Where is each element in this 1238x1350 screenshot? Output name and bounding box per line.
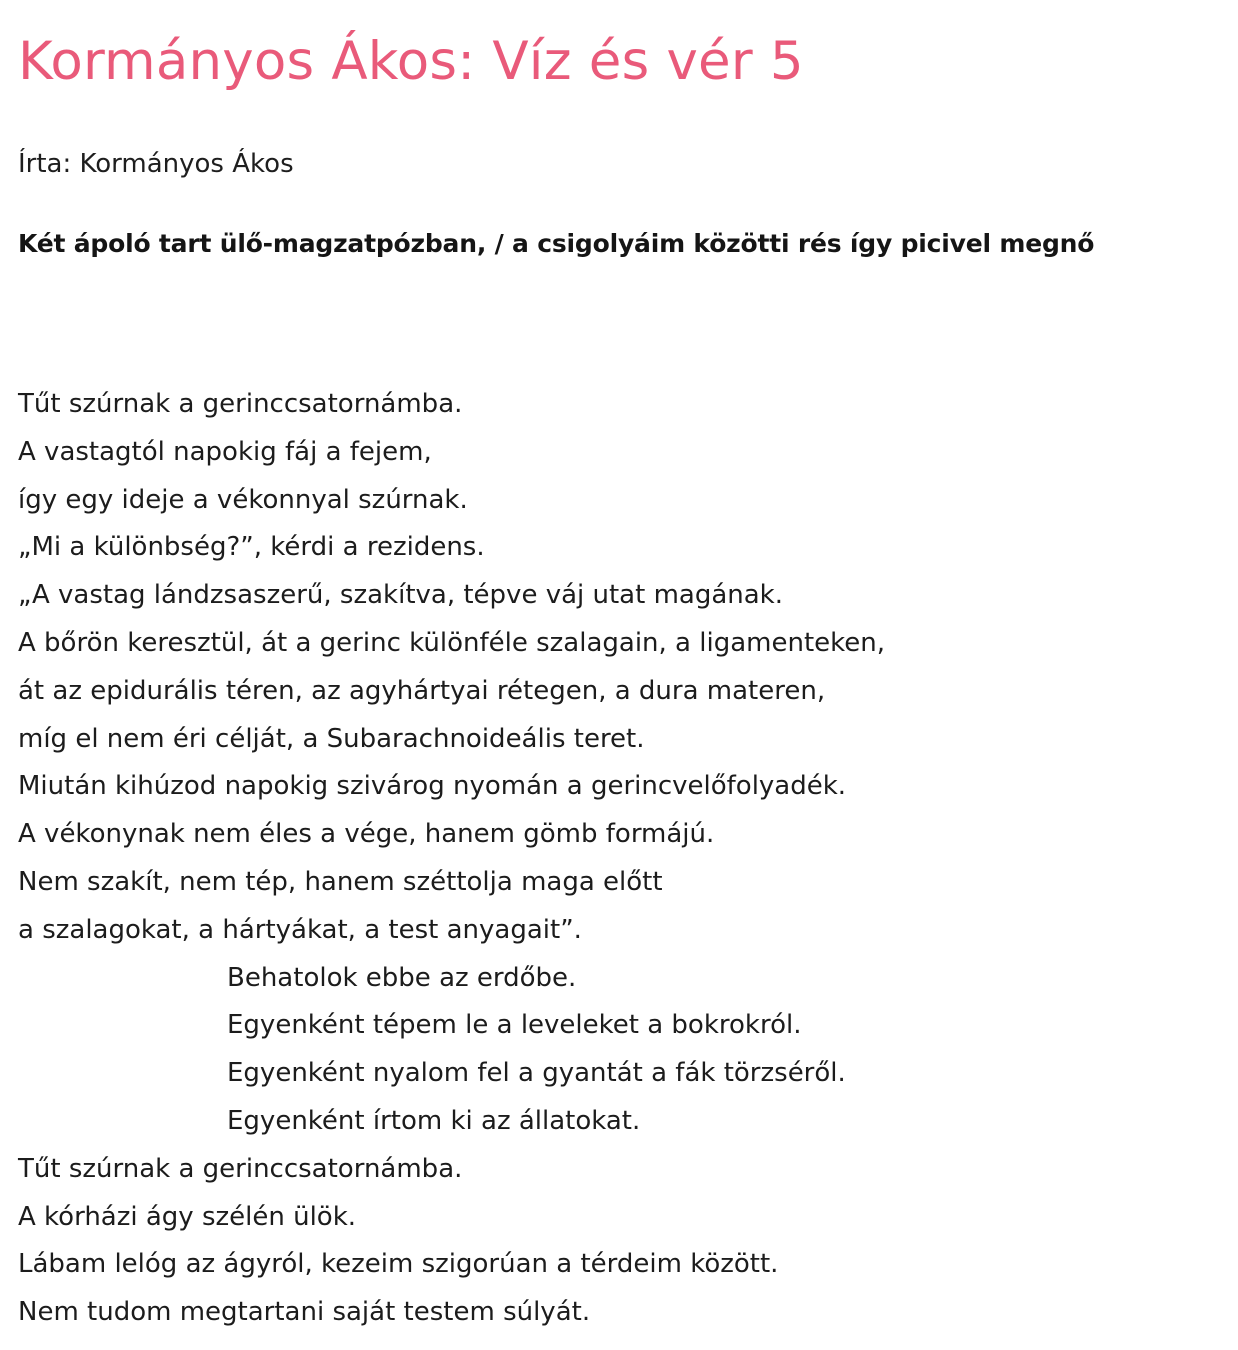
page-title: Kormányos Ákos: Víz és vér 5 <box>18 31 804 92</box>
poem-line-indented: Behatolok ebbe az erdőbe. <box>227 962 577 993</box>
poem-line: „Mi a különbség?”, kérdi a rezidens. <box>18 532 485 563</box>
poem-line: így egy ideje a vékonnyal szúrnak. <box>18 484 468 515</box>
poem-line: Nem szakít, nem tép, hanem széttolja maga előtt <box>18 866 663 897</box>
poem-line: Lábam lelóg az ágyról, kezeim szigorúan a térdeim között. <box>18 1249 779 1280</box>
poem-line-indented: Egyenként nyalom fel a gyantát a fák törzséről. <box>227 1058 846 1089</box>
poem-line: A vastagtól napokig fáj a fejem, <box>18 436 432 467</box>
poem-line-indented: Egyenként írtom ki az állatokat. <box>227 1105 641 1136</box>
poem-body <box>18 381 885 1337</box>
author-line: Írta: Kormányos Ákos <box>18 149 294 179</box>
lead-paragraph: Két ápoló tart ülő-magzatpózban, / a csigolyáim közötti rés így picivel megnő <box>18 229 1095 258</box>
poem-line: Tűt szúrnak a gerinccsatornámba. <box>18 389 463 419</box>
poem-line-indented: Egyenként tépem le a leveleket a bokrokról. <box>227 1010 802 1041</box>
poem-line: Tűt szúrnak a gerinccsatornámba. <box>18 1153 463 1184</box>
poem-line: Miután kihúzod napokig szivárog nyomán a gerincvelőfolyadék. <box>18 771 847 802</box>
poem-line: át az epidurális téren, az agyhártyai rétegen, a dura materen, <box>18 675 826 706</box>
poem-line: Nem tudom megtartani saját testem súlyát. <box>18 1297 591 1328</box>
poem-line: A bőrön keresztül, át a gerinc különféle szalagain, a ligamenteken, <box>18 627 886 658</box>
poem-line: „A vastag lándzsaszerű, szakítva, tépve váj utat magának. <box>18 580 784 611</box>
poem-line: a szalagokat, a hártyákat, a test anyagait”. <box>18 914 582 945</box>
poem-line: míg el nem éri célját, a Subarachnoideális teret. <box>18 723 645 754</box>
poem-line: A kórházi ágy szélén ülök. <box>18 1201 357 1232</box>
poem-line: A vékonynak nem éles a vége, hanem gömb formájú. <box>18 819 715 850</box>
